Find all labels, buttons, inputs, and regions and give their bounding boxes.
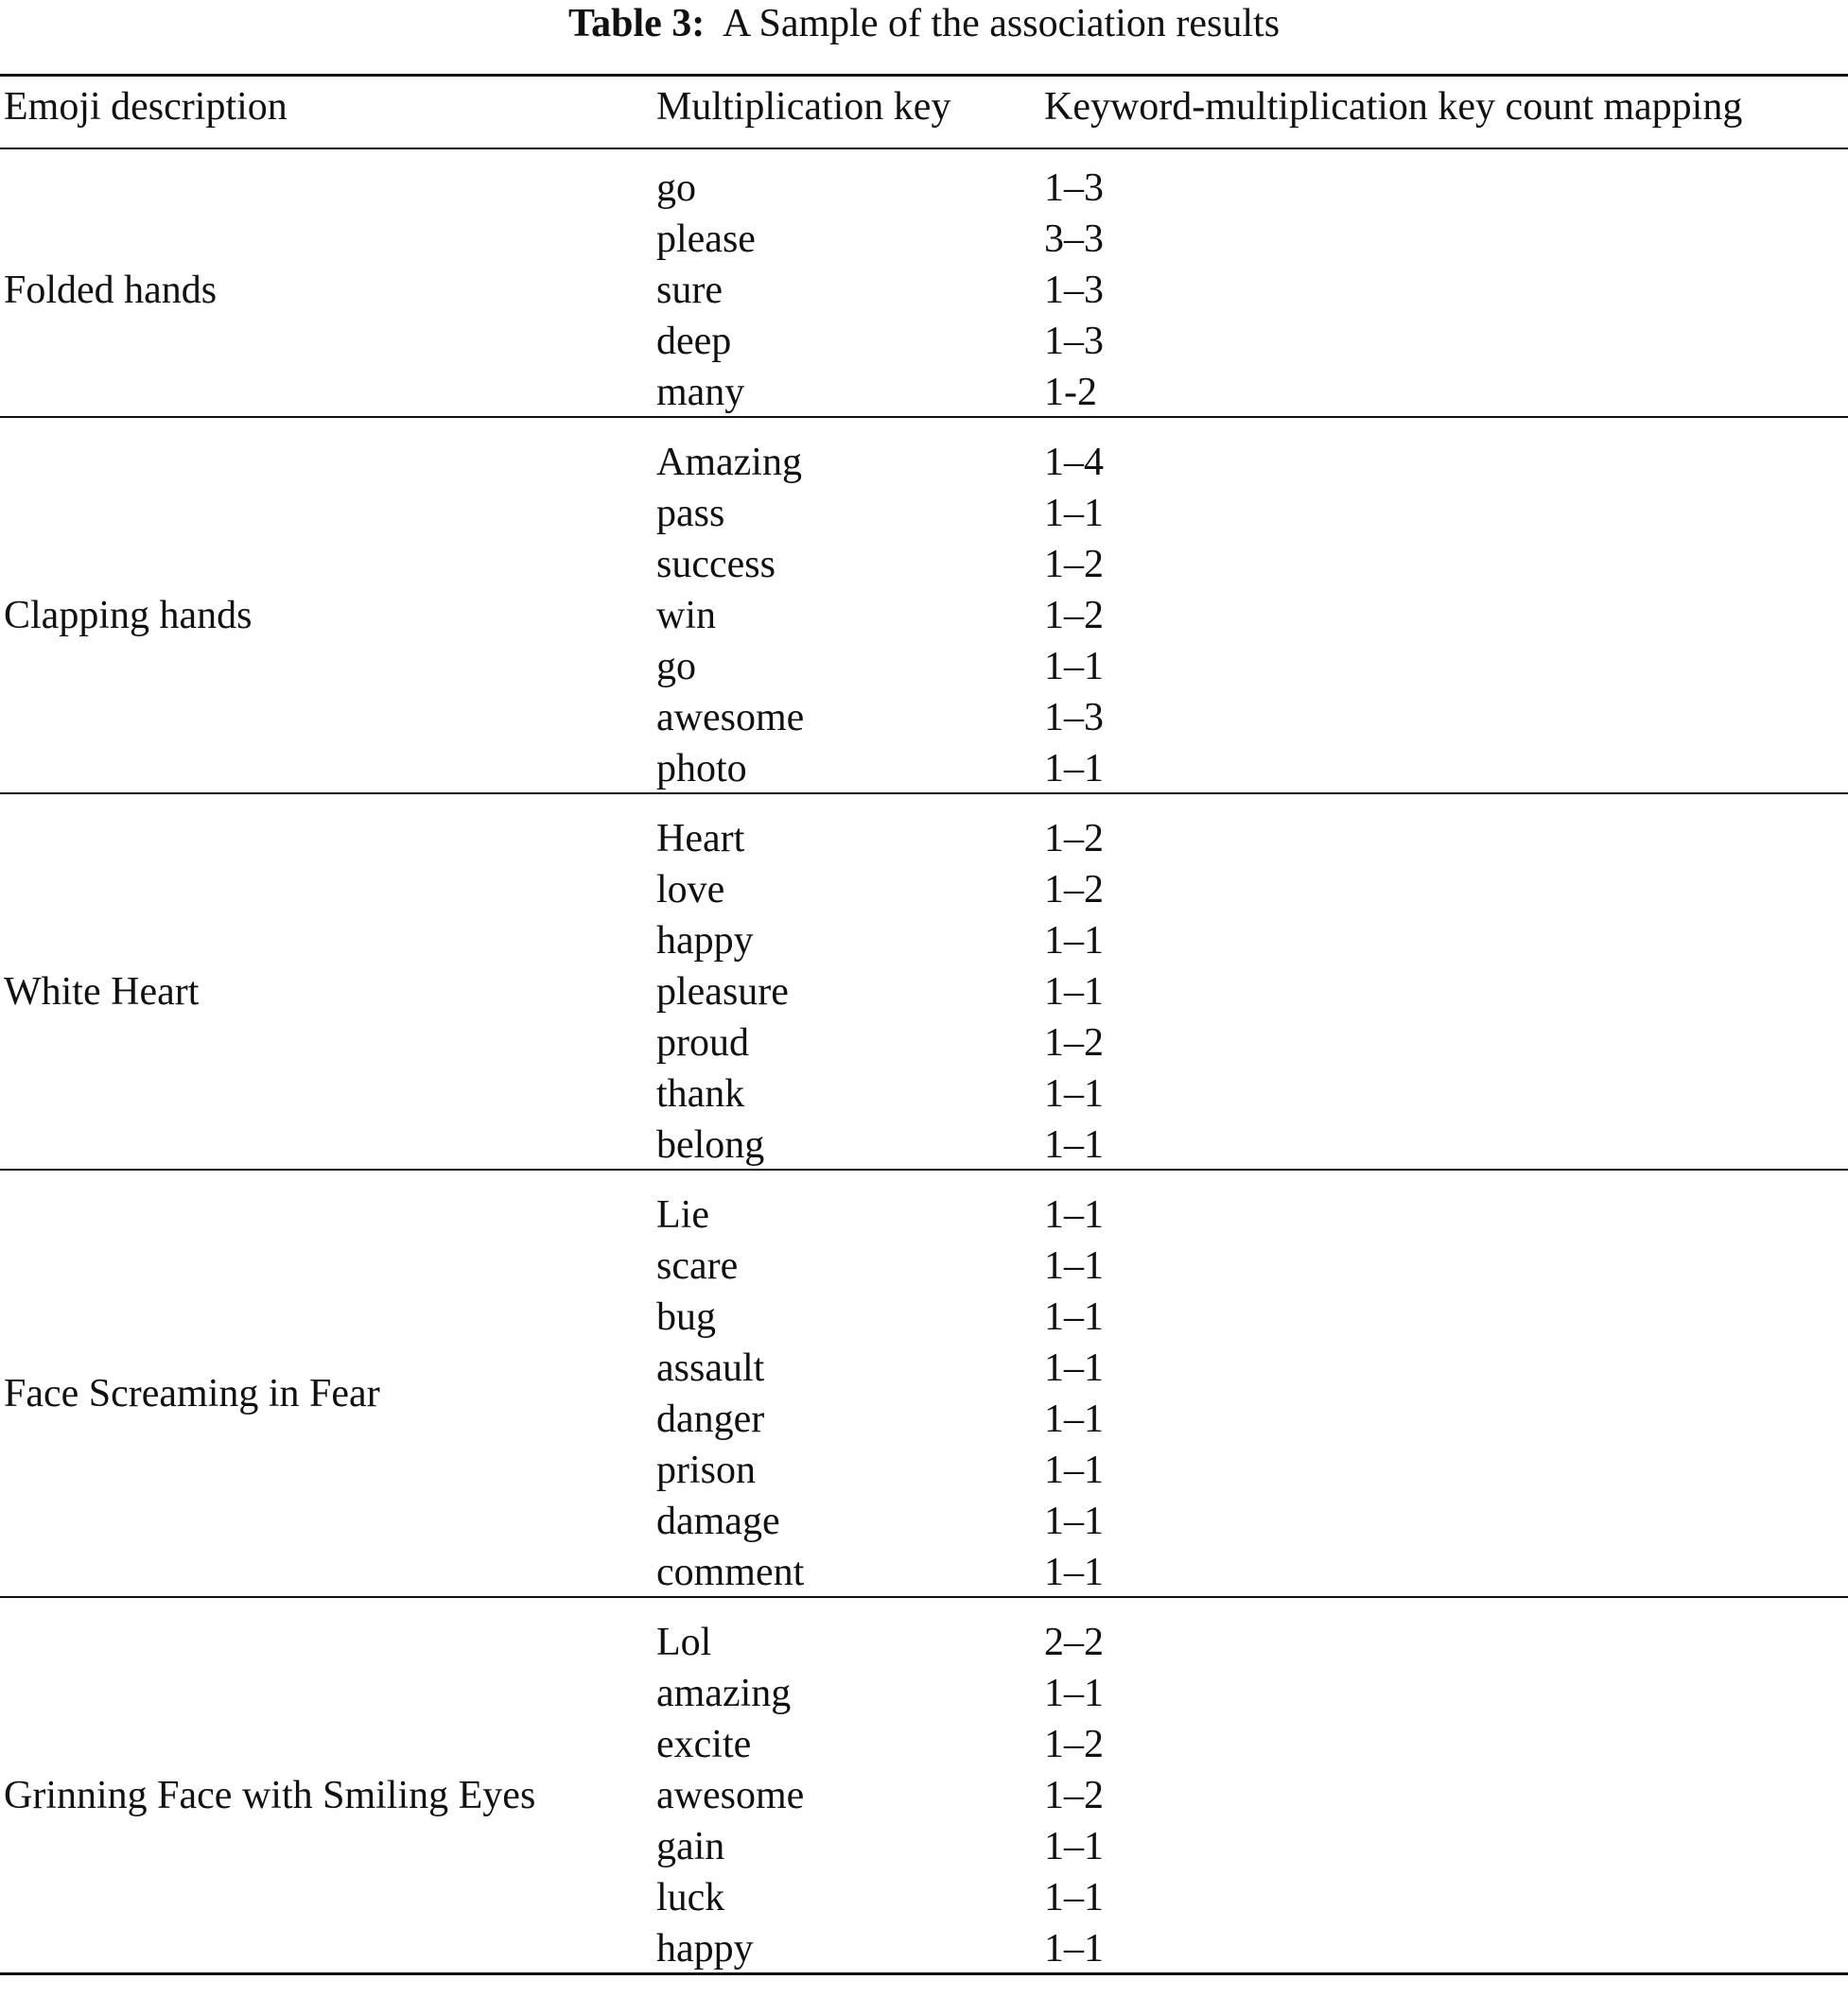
multiplication-key-cell: awesome <box>656 1774 805 1817</box>
multiplication-key-cell: scare <box>656 1244 739 1288</box>
group-separator-rule <box>0 1596 1848 1598</box>
count-mapping-cell: 1–1 <box>1044 1825 1104 1868</box>
multiplication-key-cell: Lol <box>656 1621 712 1664</box>
count-mapping-cell: 1–1 <box>1044 1927 1104 1971</box>
count-mapping-cell: 1–1 <box>1044 1398 1104 1441</box>
count-mapping-cell: 1–1 <box>1044 1500 1104 1543</box>
count-mapping-cell: 1–1 <box>1044 1295 1104 1339</box>
multiplication-key-cell: awesome <box>656 696 805 739</box>
multiplication-key-cell: damage <box>656 1500 780 1543</box>
emoji-description-cell: Face Screaming in Fear <box>4 1372 380 1415</box>
count-mapping-cell: 1–3 <box>1044 696 1104 739</box>
count-mapping-cell: 1–2 <box>1044 1723 1104 1766</box>
multiplication-key-cell: many <box>656 371 745 414</box>
count-mapping-cell: 1–3 <box>1044 320 1104 363</box>
count-mapping-cell: 1–2 <box>1044 1774 1104 1817</box>
multiplication-key-cell: sure <box>656 269 723 312</box>
count-mapping-cell: 1–4 <box>1044 441 1104 484</box>
multiplication-key-cell: please <box>656 217 756 261</box>
emoji-description-cell: Grinning Face with Smiling Eyes <box>4 1774 536 1817</box>
multiplication-key-cell: comment <box>656 1551 805 1594</box>
count-mapping-cell: 1–1 <box>1044 747 1104 790</box>
multiplication-key-cell: prison <box>656 1449 756 1492</box>
count-mapping-cell: 1–1 <box>1044 492 1104 535</box>
multiplication-key-cell: luck <box>656 1876 725 1919</box>
multiplication-key-cell: happy <box>656 1927 754 1971</box>
multiplication-key-cell: win <box>656 594 716 637</box>
count-mapping-cell: 1–1 <box>1044 1672 1104 1715</box>
count-mapping-cell: 1–2 <box>1044 594 1104 637</box>
multiplication-key-cell: love <box>656 868 725 912</box>
count-mapping-cell: 1–3 <box>1044 166 1104 210</box>
multiplication-key-cell: gain <box>656 1825 725 1868</box>
multiplication-key-cell: deep <box>656 320 732 363</box>
count-mapping-cell: 1–1 <box>1044 919 1104 963</box>
multiplication-key-cell: go <box>656 166 696 210</box>
table-bottom-rule <box>0 1972 1848 1975</box>
multiplication-key-cell: Heart <box>656 817 745 860</box>
count-mapping-cell: 1–1 <box>1044 645 1104 688</box>
multiplication-key-cell: success <box>656 543 776 586</box>
group-separator-rule <box>0 792 1848 794</box>
count-mapping-cell: 1–2 <box>1044 1021 1104 1065</box>
count-mapping-cell: 1–1 <box>1044 1193 1104 1237</box>
count-mapping-cell: 1–2 <box>1044 543 1104 586</box>
multiplication-key-cell: bug <box>656 1295 716 1339</box>
multiplication-key-cell: excite <box>656 1723 752 1766</box>
count-mapping-cell: 1–1 <box>1044 1244 1104 1288</box>
multiplication-key-cell: photo <box>656 747 747 790</box>
emoji-description-cell: White Heart <box>4 970 200 1014</box>
count-mapping-cell: 1–1 <box>1044 1123 1104 1167</box>
count-mapping-cell: 1–3 <box>1044 269 1104 312</box>
count-mapping-cell: 1–1 <box>1044 1346 1104 1390</box>
header-bottom-rule <box>0 148 1848 149</box>
group-separator-rule <box>0 1169 1848 1171</box>
multiplication-key-cell: belong <box>656 1123 765 1167</box>
multiplication-key-cell: happy <box>656 919 754 963</box>
table-top-rule <box>0 74 1848 77</box>
count-mapping-cell: 3–3 <box>1044 217 1104 261</box>
emoji-description-cell: Clapping hands <box>4 594 253 637</box>
multiplication-key-cell: go <box>656 645 696 688</box>
count-mapping-cell: 2–2 <box>1044 1621 1104 1664</box>
count-mapping-cell: 1–2 <box>1044 817 1104 860</box>
multiplication-key-cell: danger <box>656 1398 765 1441</box>
group-separator-rule <box>0 416 1848 418</box>
count-mapping-cell: 1–1 <box>1044 1551 1104 1594</box>
count-mapping-cell: 1-2 <box>1044 371 1097 414</box>
header-multiplication-key: Multiplication key <box>656 85 951 129</box>
multiplication-key-cell: Lie <box>656 1193 709 1237</box>
multiplication-key-cell: pass <box>656 492 725 535</box>
count-mapping-cell: 1–1 <box>1044 1876 1104 1919</box>
table-caption-label: Table 3: <box>567 2 706 45</box>
emoji-description-cell: Folded hands <box>4 269 218 312</box>
table-caption-text: A Sample of the association results <box>722 2 1281 45</box>
count-mapping-cell: 1–1 <box>1044 1072 1104 1116</box>
count-mapping-cell: 1–1 <box>1044 970 1104 1014</box>
multiplication-key-cell: amazing <box>656 1672 792 1715</box>
header-count-mapping: Keyword-multiplication key count mapping <box>1044 85 1743 129</box>
count-mapping-cell: 1–2 <box>1044 868 1104 912</box>
multiplication-key-cell: thank <box>656 1072 745 1116</box>
multiplication-key-cell: proud <box>656 1021 749 1065</box>
multiplication-key-cell: pleasure <box>656 970 789 1014</box>
table-caption <box>0 0 1848 47</box>
multiplication-key-cell: assault <box>656 1346 765 1390</box>
multiplication-key-cell: Amazing <box>656 441 802 484</box>
count-mapping-cell: 1–1 <box>1044 1449 1104 1492</box>
header-emoji-description: Emoji description <box>4 85 288 129</box>
